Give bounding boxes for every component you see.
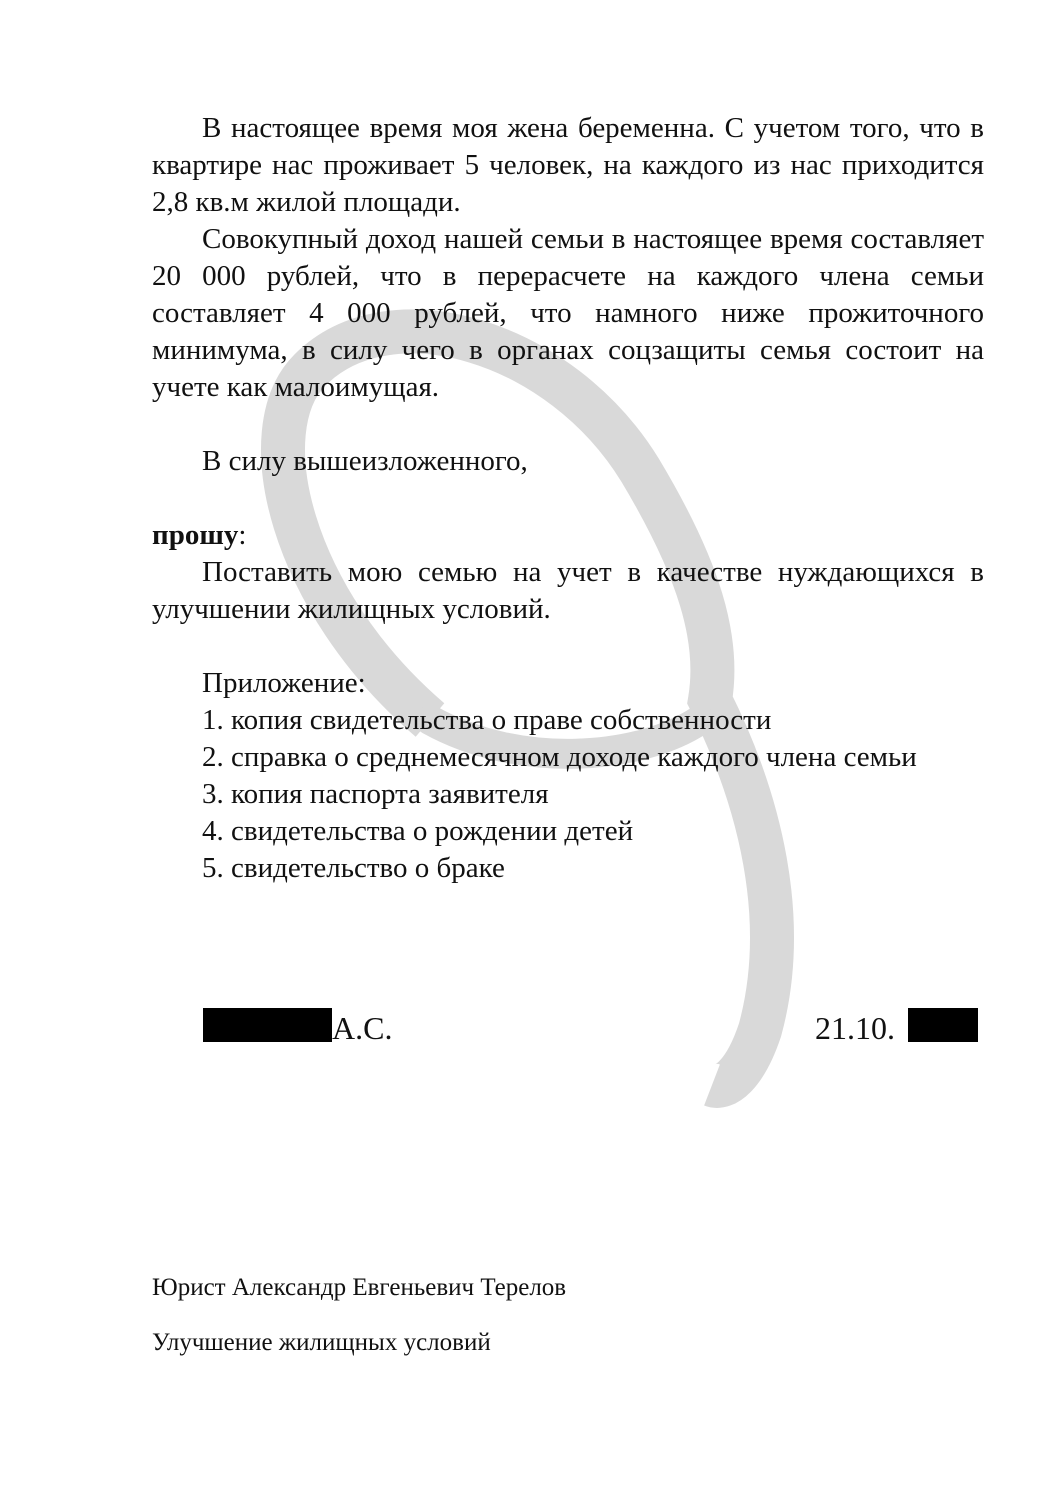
request-text: Поставить мою семью на учет в качестве нуждающихся в улучшении жилищных условий. bbox=[152, 556, 984, 625]
redacted-year bbox=[908, 1008, 978, 1042]
signature-row bbox=[0, 1008, 1061, 1048]
signature-initials: А.С. bbox=[332, 1010, 393, 1046]
footer-topic: Улучшение жилищных условий bbox=[152, 1329, 491, 1356]
document-body bbox=[152, 110, 984, 887]
footer-author: Юрист Александр Евгеньевич Терелов bbox=[152, 1274, 567, 1301]
conclusion-text: В силу вышеизложенного, bbox=[202, 445, 528, 477]
request-label: прошу bbox=[152, 519, 239, 551]
attachment-item: 4. свидетельства о рождении детей bbox=[202, 815, 634, 847]
paragraph-income: Совокупный доход нашей семьи в настоящее время составляет 20 000 рублей, что в перерасчете на каждого члена семьи составляет 4 000 рублей, что намного ниже прожиточного минимума, в силу чего в органах соцзащиты семья состоит на учете как малоимущая. bbox=[152, 223, 984, 403]
attachment-item: 2. справка о среднемесячном доходе каждого члена семьи bbox=[202, 741, 917, 773]
attachments-title: Приложение: bbox=[202, 667, 366, 699]
attachment-item: 3. копия паспорта заявителя bbox=[202, 778, 549, 810]
request-colon: : bbox=[238, 519, 247, 551]
redacted-surname bbox=[203, 1008, 332, 1042]
paragraph-pregnancy: В настоящее время моя жена беременна. С учетом того, что в квартире нас проживает 5 человек, на каждого из нас приходится 2,8 кв.м жилой площади. bbox=[152, 112, 984, 218]
signature-date: 21.10. bbox=[815, 1010, 895, 1046]
request-heading bbox=[152, 517, 984, 554]
attachment-item: 5. свидетельство о браке bbox=[202, 852, 505, 884]
attachment-item: 1. копия свидетельства о праве собственности bbox=[202, 704, 772, 736]
